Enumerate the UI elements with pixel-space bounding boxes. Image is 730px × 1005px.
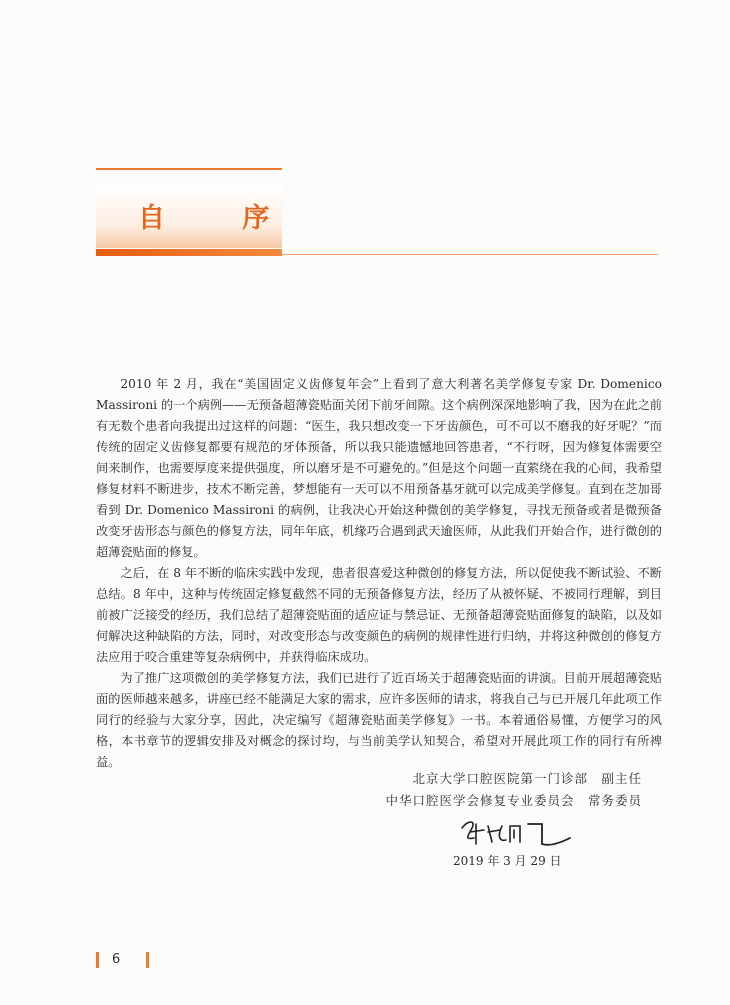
title-top-rule — [96, 168, 282, 170]
paragraph: 之后，在 8 年不断的临床实践中发现，患者很喜爱这种微创的修复方法，所以促使我不断试验、不断总结。8 年中，这种与传统固定修复截然不同的无预备修复方法，经历了从被怀疑、不被同行理解，到目前被广泛接受的经历，我们总结了超薄瓷贴面的适应证与禁忌证、无预备超薄瓷贴面修复的缺陷，以及如何解决这种缺陷的方法，同时，对改变形态与改变颜色的病例的规律性进行归纳，并将这种微创的修复方法应用于咬合重建等复杂病例中，并获得临床成功。 — [96, 566, 662, 664]
sign-date: 2019 年 3 月 29 日 — [453, 854, 562, 868]
page-number-bar-right — [146, 952, 149, 968]
paragraph: 2010 年 2 月，我在“美国固定义齿修复年会”上看到了意大利著名美学修复专家 Dr. Domenico Massironi 的一个病例——无预备超薄瓷贴面关闭下前牙间隙。这个病例深深地影响了我，因为在此之前有无数个患者向我提出过这样的问题：“医生，我只想改变一下牙齿颜色，可不可以不磨我的好牙呢？”而传统的固定义齿修复都要有规范的牙体预备，所以我只能遗憾地回答患者，“不行呀，因为修复体需要空间来制作，也需要厚度来提供强度，所以磨牙是不可避免的。”但是这个问题一直萦绕在我的心间，我希望修复材料不断进步，技术不断完善，梦想能有一天可以不用预备基牙就可以完成美学修复。直到在芝加哥看到 Dr. Domenico Massironi 的病例，让我决心开始这种微创的美学修复，寻找无预备或者是微预备改变牙齿形态与颜色的修复方法，同年年底，机缘巧合遇到武天逾医师，从此我们开始合作，进行微创的超薄瓷贴面的修复。 — [96, 377, 662, 559]
handwritten-signature — [458, 814, 578, 850]
page-number-bar-left — [96, 952, 99, 968]
preface-body — [96, 374, 662, 773]
chapter-title: 自 序 — [138, 203, 304, 234]
page-number: 6 — [112, 952, 121, 967]
affiliation-line-1: 北京大学口腔医院第一门诊部 副主任 — [412, 771, 642, 786]
author-affiliation — [385, 768, 642, 812]
title-thick-rule — [96, 249, 282, 256]
affiliation-line-2: 中华口腔医学会修复专业委员会 常务委员 — [385, 793, 642, 808]
title-thin-rule — [282, 254, 658, 255]
paragraph: 为了推广这项微创的美学修复方法，我们已进行了近百场关于超薄瓷贴面的讲演。目前开展超薄瓷贴面的医师越来越多，讲座已经不能满足大家的需求，应许多医师的请求，将我自己与已开展几年此项工作同行的经验与大家分享，因此，决定编写《超薄瓷贴面美学修复》一书。本着通俗易懂，方便学习的风格，本书章节的逻辑安排及对概念的探讨均，与当前美学认知契合，希望对开展此项工作的同行有所裨益。 — [96, 671, 662, 769]
